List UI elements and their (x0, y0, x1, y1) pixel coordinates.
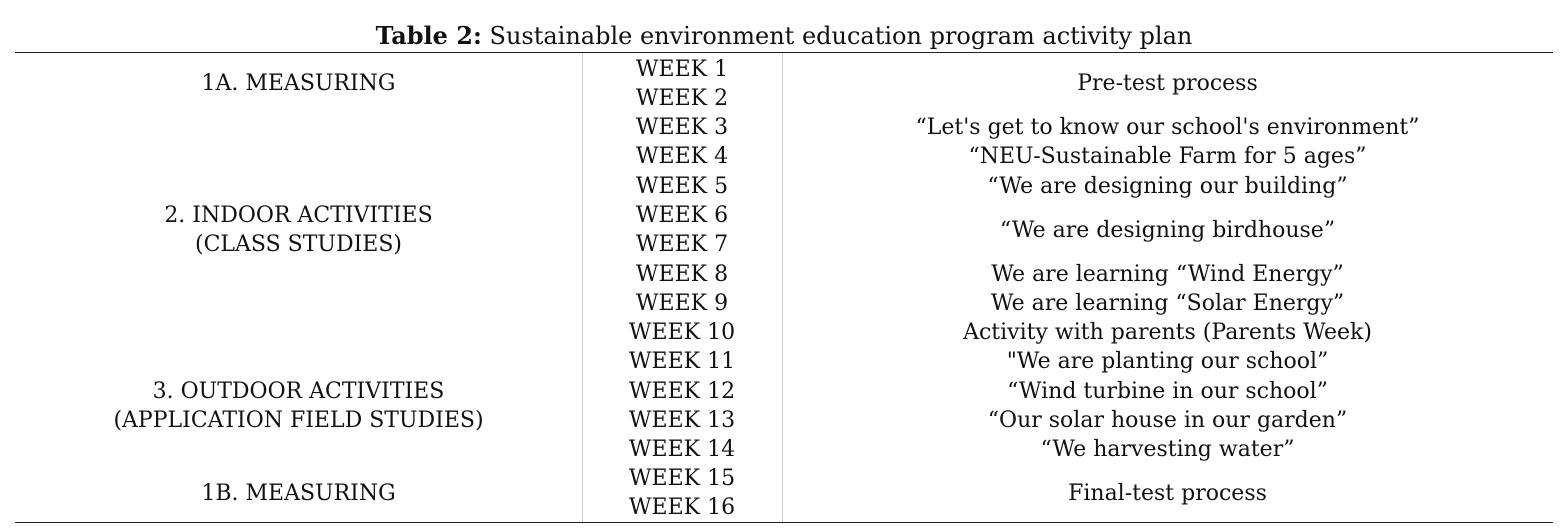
week-cell: WEEK 4 (635, 144, 729, 169)
week-cell: WEEK 16 (628, 495, 736, 520)
activity-cell: Final-test process (1068, 481, 1267, 506)
phase-label: 3. OUTDOOR ACTIVITIES (152, 379, 445, 404)
table-bottom-rule (15, 522, 1553, 523)
activity-cell: “We harvesting water” (1040, 437, 1295, 462)
phase-label: 1A. MEASURING (201, 71, 396, 96)
week-cell: WEEK 2 (635, 86, 729, 111)
week-cell: WEEK 5 (635, 174, 729, 199)
phase-cell (15, 201, 582, 259)
phase-cell (15, 479, 582, 508)
week-cell: WEEK 1 (635, 57, 729, 82)
activity-cell: “We are designing our building” (987, 174, 1348, 199)
table-top-rule (15, 52, 1553, 53)
week-cell: WEEK 12 (628, 379, 736, 404)
week-cell: WEEK 3 (635, 115, 729, 140)
activity-cell: “We are designing birdhouse” (999, 218, 1336, 243)
phase-sublabel: (APPLICATION FIELD STUDIES) (113, 408, 484, 433)
phase-label: 2. INDOOR ACTIVITIES (164, 203, 433, 228)
activity-cell: We are learning “Solar Energy” (990, 291, 1345, 316)
caption-text: Sustainable environment education program activity plan (489, 22, 1193, 50)
activity-cell: “Our solar house in our garden” (987, 408, 1348, 433)
activity-cell: Activity with parents (Parents Week) (963, 320, 1372, 345)
phase-cell (15, 377, 582, 435)
table-caption (0, 20, 1563, 52)
week-cell: WEEK 9 (635, 291, 729, 316)
week-cell: WEEK 8 (635, 262, 729, 287)
week-cell: WEEK 15 (628, 466, 736, 491)
week-cell: WEEK 11 (628, 349, 736, 374)
week-cell: WEEK 6 (635, 203, 729, 228)
phase-sublabel: (CLASS STUDIES) (195, 232, 402, 257)
phase-label: 1B. MEASURING (201, 481, 396, 506)
week-cell: WEEK 10 (628, 320, 736, 345)
phase-cell (15, 69, 582, 98)
activity-cell: Pre-test process (1077, 71, 1258, 96)
caption-label: Table 2: (375, 21, 482, 50)
activity-cell: “NEU-Sustainable Farm for 5 ages” (968, 144, 1367, 169)
week-cell: WEEK 13 (628, 408, 736, 433)
activity-cell: We are learning “Wind Energy” (991, 262, 1344, 287)
week-cell: WEEK 7 (635, 232, 729, 257)
week-cell: WEEK 14 (628, 437, 736, 462)
activity-cell: "We are planting our school” (1006, 349, 1329, 374)
activity-cell: “Wind turbine in our school” (1007, 379, 1328, 404)
activity-cell: “Let's get to know our school's environment” (915, 115, 1420, 140)
